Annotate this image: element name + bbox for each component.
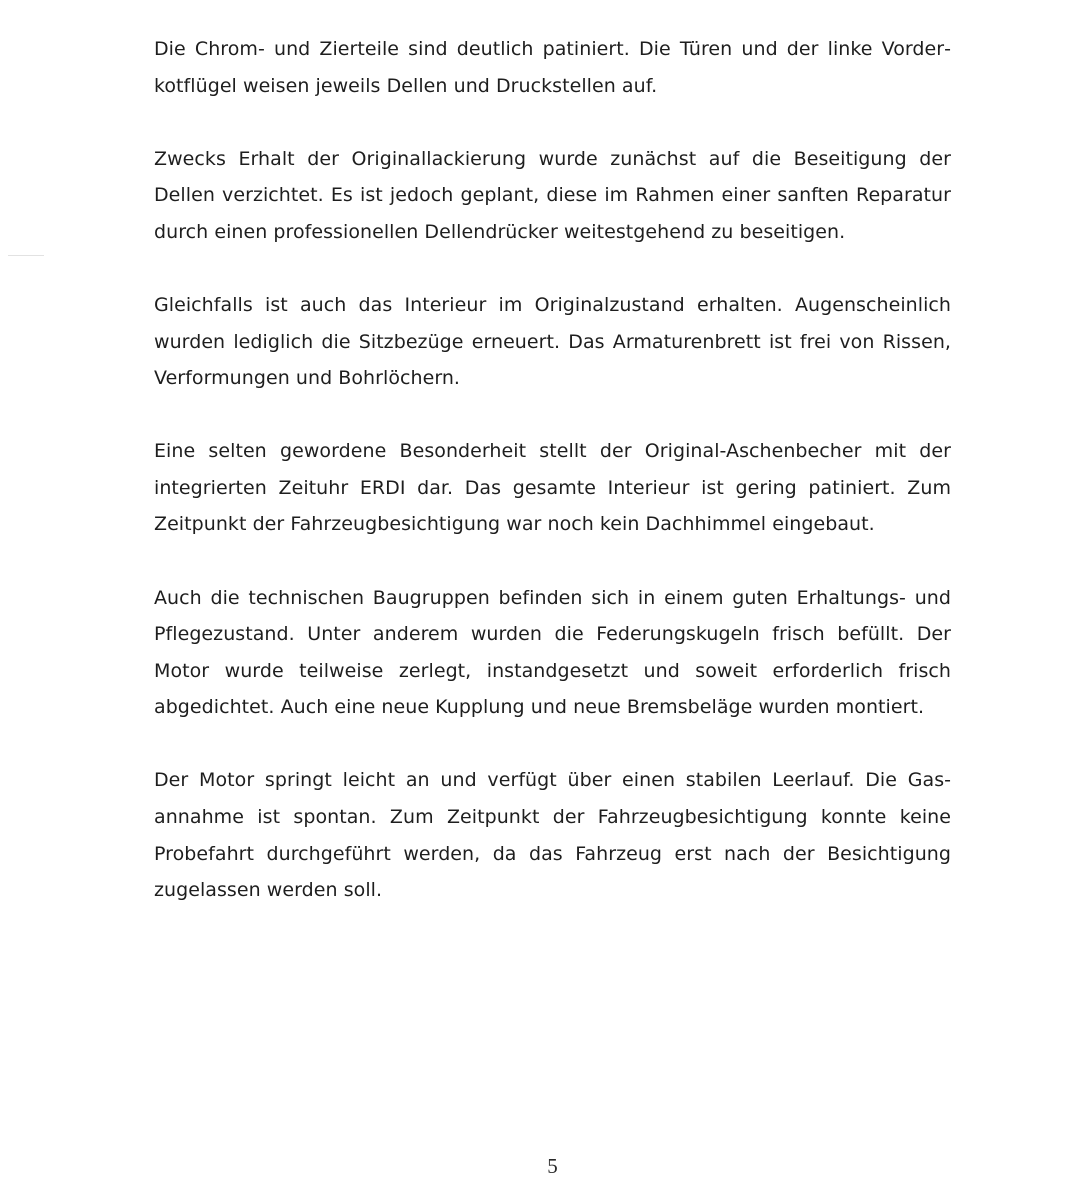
paragraph-engine: Der Motor springt leicht an und verfügt über einen stabilen Leerlauf. Die Gasannahme ist spontan. Zum Zeitpunkt der Fahrzeugbesichtigung konnte keine Probefahrt durchgeführt werden, da das Fahrzeug erst nach der Besichtigung zugelassen werden soll. bbox=[154, 769, 951, 902]
paragraph-interior: Gleichfalls ist auch das Interieur im Originalzustand erhalten. Augenscheinlich wurden lediglich die Sitzbezüge erneuert. Das Armaturenbrett ist frei von Rissen, Verformungen und Bohrlöchern. bbox=[154, 293, 951, 390]
paragraph-ashtray-clock: Eine selten gewordene Besonderheit stellt der Original-Aschenbecher mit der integrierten Zeituhr ERDI dar. Das gesamte Interieur ist gering patiniert. Zum Zeitpunkt der Fahrzeugbesichtigung war noch kein Dachhimmel eingebaut. bbox=[154, 440, 951, 536]
paragraph-technical: Auch die technischen Baugruppen befinden sich in einem guten Erhaltungs- und Pflegezustand. Unter anderem wurden die Federungskugeln frisch befüllt. Der Motor wurde teilweise zerlegt, instandgesetzt und soweit erforderlich frisch abgedichtet. Auch eine neue Kupplung und neue Bremsbeläge wurden montiert. bbox=[154, 586, 951, 719]
body-text bbox=[154, 31, 951, 909]
page-number: 5 bbox=[547, 1154, 558, 1178]
paragraph-chrome-trim: Die Chrom- und Zierteile sind deutlich patiniert. Die Türen und der linke Vorderkotflügel weisen jeweils Dellen und Druckstellen auf. bbox=[154, 38, 951, 97]
margin-mark bbox=[8, 255, 44, 256]
paragraph-paint-dents: Zwecks Erhalt der Originallackierung wurde zunächst auf die Beseitigung der Dellen verzichtet. Es ist jedoch geplant, diese im Rahmen einer sanften Reparatur durch einen professionellen Dellendrücker weitestgehend zu beseitigen. bbox=[154, 147, 951, 243]
